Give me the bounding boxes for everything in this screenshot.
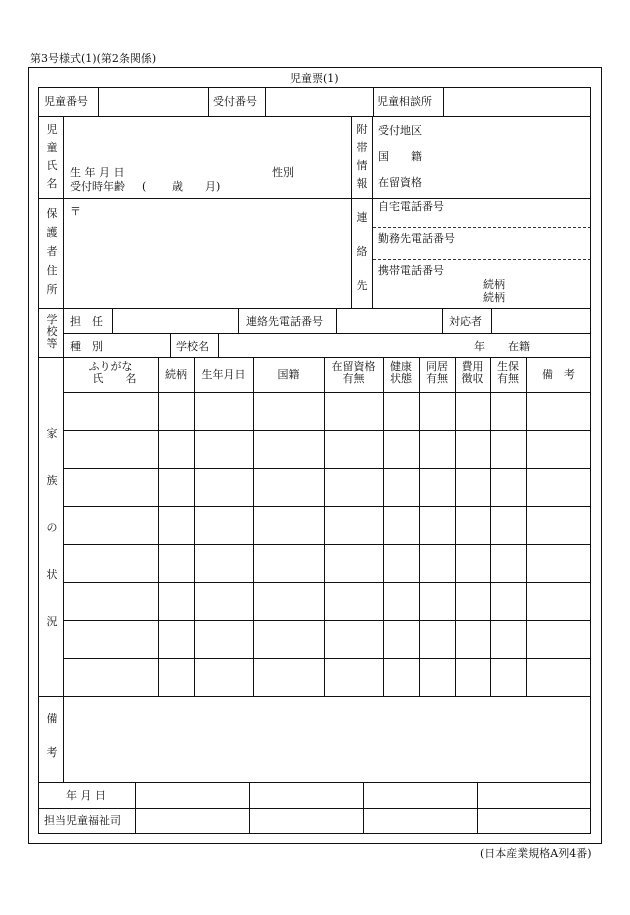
guardian-vertical-label: 保 護 者 住 所 — [46, 207, 58, 296]
family-row-divider — [63, 582, 591, 583]
date-label: 年 月 日 — [66, 789, 106, 802]
family-row-divider — [63, 468, 591, 469]
divider — [208, 87, 209, 116]
inner-border — [38, 87, 591, 834]
birth-date-label: 生 年 月 日 — [70, 166, 125, 179]
family-column-divider — [419, 357, 420, 696]
divider — [351, 116, 352, 308]
divider — [112, 308, 113, 333]
enrolled-label: 在籍 — [508, 340, 530, 353]
child-section-bottom — [38, 198, 591, 199]
family-column-header — [419, 361, 455, 385]
reception-number-label: 受付番号 — [213, 95, 257, 108]
family-column-header — [455, 361, 490, 385]
family-row-divider — [63, 544, 591, 545]
divider — [170, 333, 171, 357]
attached-info-vertical-label: 附 帯 情 報 — [356, 123, 368, 190]
family-column-header — [526, 369, 591, 381]
homeroom-label: 担 任 — [70, 315, 103, 328]
label-column-divider — [63, 116, 64, 696]
family-column-header-line: 健康 — [390, 360, 412, 373]
family-header-bottom — [63, 392, 591, 393]
nationality-label: 国 籍 — [378, 150, 422, 163]
contact-phone-label: 連絡先電話番号 — [246, 315, 323, 328]
divider — [98, 87, 99, 116]
consultation-office-label: 児童相談所 — [377, 95, 432, 108]
responder-label: 対応者 — [449, 315, 482, 328]
divider — [443, 87, 444, 116]
child-name-vertical-label: 児 童 氏 名 — [46, 123, 58, 190]
divider — [372, 116, 373, 308]
reception-district-label: 受付地区 — [378, 124, 422, 137]
school-section-bottom — [38, 357, 591, 358]
guardian-section-bottom — [38, 308, 591, 309]
divider — [336, 308, 337, 333]
work-phone-label: 勤務先電話番号 — [378, 232, 455, 245]
divider — [218, 333, 219, 357]
remarks-bottom — [38, 782, 591, 783]
divider — [238, 308, 239, 333]
family-column-header-line: 備 考 — [542, 368, 575, 381]
family-column-header — [158, 369, 194, 381]
home-phone-label: 自宅電話番号 — [378, 200, 444, 213]
gender-label: 性別 — [272, 166, 294, 179]
divider — [363, 782, 364, 834]
family-column-header-line: 同居 — [426, 360, 448, 373]
school-name-label: 学校名 — [176, 340, 209, 353]
family-column-divider — [158, 357, 159, 696]
age-months-unit: 月) — [205, 180, 221, 193]
family-column-header-line: 国籍 — [277, 368, 300, 381]
family-column-header — [194, 369, 253, 381]
grade-label: 年 — [474, 340, 485, 353]
case-worker-label: 担当児童福祉司 — [44, 814, 121, 827]
family-column-divider — [490, 357, 491, 696]
family-row-divider — [63, 506, 591, 507]
form-title: 児童票(1) — [290, 72, 339, 85]
contact-vertical-label: 連 絡 先 — [356, 211, 368, 292]
family-column-divider — [526, 357, 527, 696]
remarks-vertical-label: 備 考 — [46, 712, 58, 759]
divider — [249, 782, 250, 834]
family-column-header-line: 徴収 — [461, 372, 484, 385]
family-column-header-line: 氏 名 — [92, 372, 137, 385]
family-column-header-line: 生年月日 — [201, 368, 246, 381]
residence-status-label: 在留資格 — [378, 176, 422, 189]
age-years-unit: 歳 — [172, 180, 183, 193]
family-row-divider — [63, 658, 591, 659]
family-column-header-line: 費用 — [461, 360, 484, 373]
family-column-header — [383, 361, 419, 385]
family-vertical-label: 家 族 の 状 況 — [46, 427, 58, 628]
school-row-divider — [63, 333, 591, 334]
family-row-divider — [63, 430, 591, 431]
divider — [477, 782, 478, 834]
mobile-phone-label: 携帯電話番号 — [378, 264, 444, 277]
family-column-header — [324, 361, 383, 385]
family-column-divider — [253, 357, 254, 696]
family-column-header-line: 続柄 — [165, 368, 187, 381]
school-type-label: 種 別 — [70, 340, 103, 353]
family-column-header-line: ふりがな — [88, 360, 133, 373]
form-reference: 第3号様式(1)(第2条関係) — [30, 52, 157, 65]
school-vertical-label: 学 校 等 — [46, 313, 58, 350]
row1-bottom — [38, 116, 591, 117]
family-column-header — [63, 361, 158, 385]
divider — [135, 782, 136, 834]
dashed-divider — [373, 259, 591, 260]
family-section-bottom — [38, 696, 591, 697]
family-column-divider — [455, 357, 456, 696]
family-column-header-line: 在留資格 — [331, 360, 376, 373]
child-number-label: 児童番号 — [44, 95, 88, 108]
label-column-divider — [63, 696, 64, 782]
postal-mark: 〒 — [70, 205, 81, 218]
family-column-divider — [324, 357, 325, 696]
jis-standard-note: (日本産業規格A列4番) — [480, 847, 592, 860]
dashed-divider — [373, 227, 591, 228]
divider — [491, 308, 492, 333]
relation-label-2: 続柄 — [483, 291, 505, 304]
age-paren: ( — [142, 180, 147, 193]
relation-label-1: 続柄 — [483, 278, 505, 291]
family-column-divider — [194, 357, 195, 696]
age-label: 受付時年齢 — [70, 180, 125, 193]
divider — [265, 87, 266, 116]
family-column-header-line: 有無 — [497, 372, 519, 385]
family-column-header-line: 生保 — [497, 360, 519, 373]
family-column-header-line: 状態 — [390, 372, 412, 385]
divider — [442, 308, 443, 333]
family-column-header-line: 有無 — [426, 372, 448, 385]
family-column-header — [490, 361, 526, 385]
family-column-divider — [383, 357, 384, 696]
family-row-divider — [63, 620, 591, 621]
family-column-header-line: 有無 — [342, 372, 365, 385]
family-column-header — [253, 369, 324, 381]
divider — [373, 87, 374, 116]
footer-row-divider — [38, 808, 591, 809]
